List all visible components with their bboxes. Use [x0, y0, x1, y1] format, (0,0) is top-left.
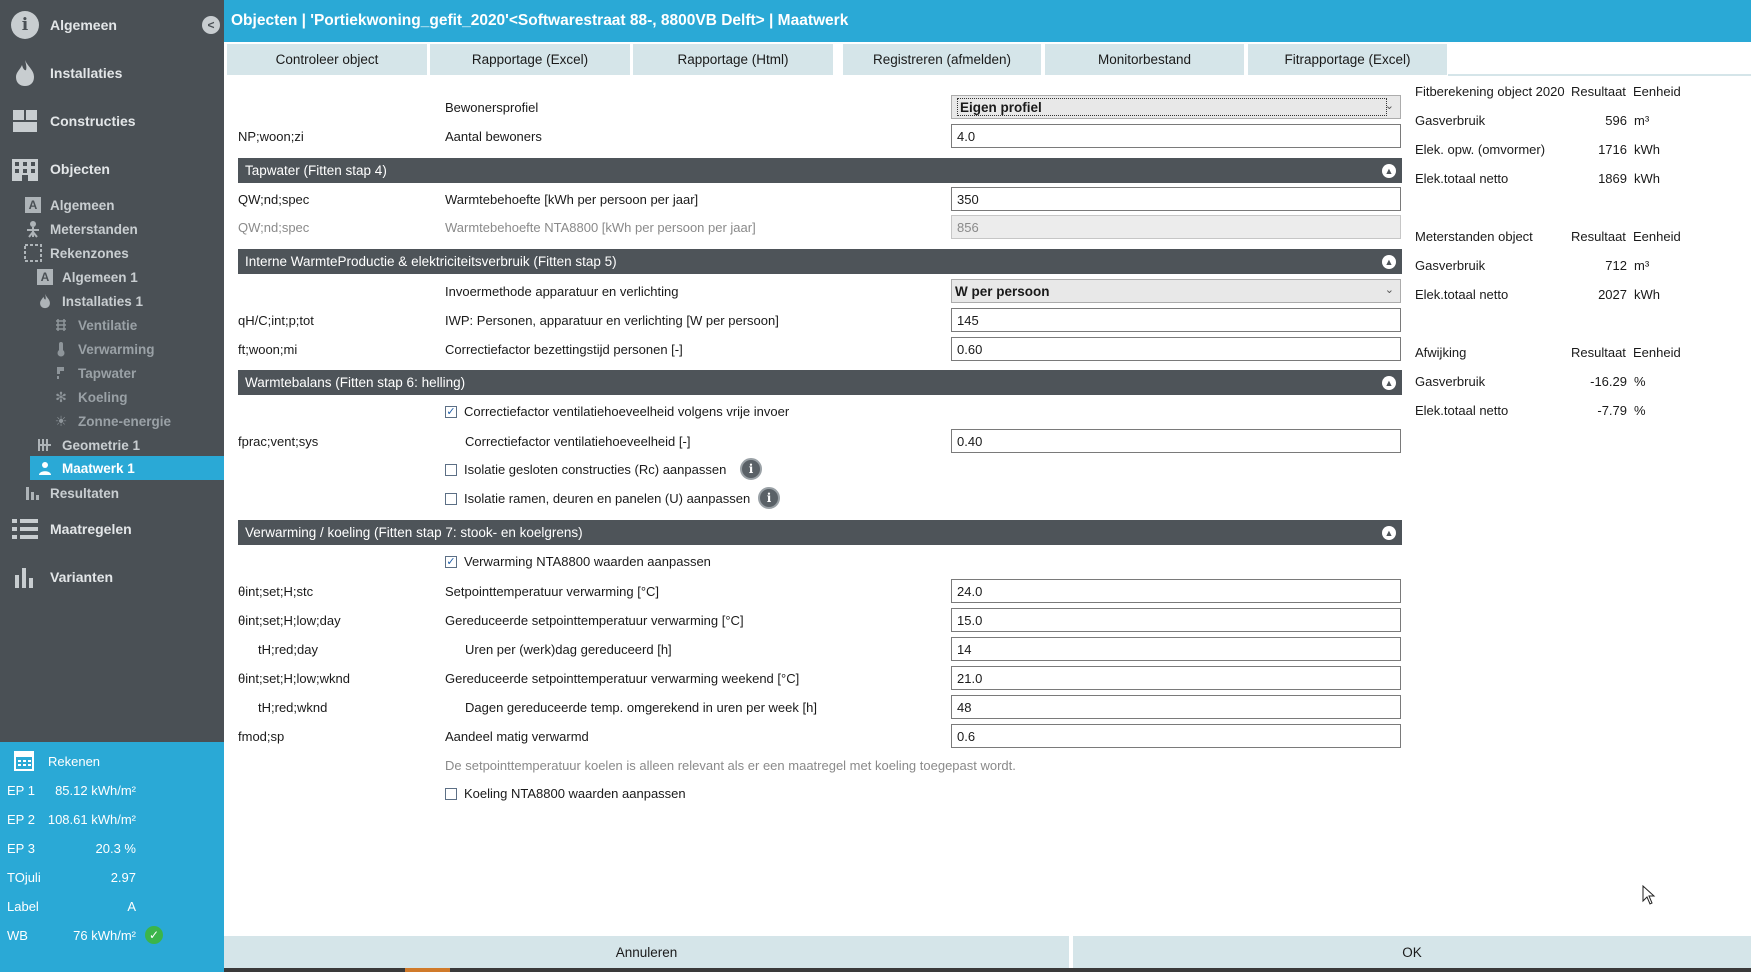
results-col-eenheid: Eenheid: [1633, 229, 1681, 244]
verwarming-nta-label: Verwarming NTA8800 waarden aanpassen: [464, 554, 711, 569]
aantal-bewoners-input[interactable]: 4.0: [951, 124, 1401, 148]
section-title: Interne WarmteProductie & elektriciteitsverbruik (Fitten stap 5): [245, 254, 617, 269]
letter-a-icon: A: [24, 196, 42, 214]
sidebar-item-rekenzones[interactable]: [24, 241, 224, 265]
gered-day-label: Gereduceerde setpointtemperatuur verwarming [°C]: [445, 613, 744, 628]
verwarming-nta-checkbox[interactable]: ✓: [446, 556, 456, 568]
sidebar-item-label: Maatregelen: [50, 521, 132, 537]
flame-icon: [36, 292, 54, 310]
iwp-input[interactable]: 145: [951, 308, 1401, 332]
sidebar-item-label: Varianten: [50, 569, 114, 585]
results-title: Meterstanden object: [1415, 229, 1533, 244]
rapportage-html-button[interactable]: Rapportage (Html): [633, 44, 833, 75]
sidebar-item-maatregelen[interactable]: [0, 507, 224, 551]
iwp-code: qH/C;int;p;tot: [238, 313, 314, 328]
bewonersprofiel-value: Eigen profiel: [957, 98, 1387, 116]
sidebar-item-label: Constructies: [50, 113, 136, 129]
correctiefactor-bezetting-input[interactable]: 0.60: [951, 337, 1401, 361]
results-label: Elek. opw. (omvormer): [1415, 142, 1546, 157]
results-title: Fitberekening object 2020: [1415, 84, 1565, 99]
ventilation-icon: [52, 316, 70, 334]
collapse-icon[interactable]: ▲: [1382, 164, 1396, 178]
setpoint-code: θint;set;H;stc: [238, 584, 314, 599]
koeling-note: De setpointtemperatuur koelen is alleen relevant als er een maatregel met koeling toegepast wordt.: [445, 758, 1016, 773]
gered-wknd-label: Gereduceerde setpointtemperatuur verwarming weekend [°C]: [445, 671, 800, 686]
results-value: 712: [1605, 258, 1627, 273]
isolatie-rc-label: Isolatie gesloten constructies (Rc) aanpassen: [464, 462, 727, 477]
toolbar-divider: [1448, 74, 1751, 76]
sidebar-item-ventilatie[interactable]: [52, 313, 224, 337]
info-icon[interactable]: i: [758, 487, 780, 509]
sidebar-item-installaties[interactable]: [0, 51, 224, 95]
chevron-down-icon: ⌄: [1384, 284, 1394, 296]
status-key: EP 3: [7, 840, 35, 856]
aandeel-label: Aandeel matig verwarmd: [445, 729, 589, 744]
annuleren-button[interactable]: Annuleren: [224, 936, 1069, 968]
corr-bez-code: ft;woon;mi: [238, 342, 298, 357]
results-title: Afwijking: [1415, 345, 1467, 360]
gered-wknd-code: θint;set;H;low;wknd: [238, 671, 350, 686]
section-title: Verwarming / koeling (Fitten stap 7: stook- en koelgrens): [245, 525, 583, 540]
results-value: 596: [1605, 113, 1627, 128]
fprac-code: fprac;vent;sys: [238, 434, 319, 449]
uren-day-code: tH;red;day: [258, 642, 318, 657]
rapportage-excel-button[interactable]: Rapportage (Excel): [430, 44, 630, 75]
sidebar-item-label: Meterstanden: [50, 221, 138, 237]
results-col-resultaat: Resultaat: [1571, 229, 1626, 244]
window-title: Objecten | 'Portiekwoning_gefit_2020'<Softwarestraat 88-, 8800VB Delft> | Maatwerk: [224, 0, 1751, 42]
results-col-resultaat: Resultaat: [1571, 345, 1626, 360]
rekenen-button[interactable]: [0, 750, 224, 772]
sidebar-item-objecten[interactable]: [0, 147, 224, 191]
status-value: 108.61 kWh/m²: [47, 811, 136, 827]
sun-icon: ☀: [54, 412, 68, 429]
sidebar-item-label: Installaties 1: [62, 293, 144, 309]
sidebar-item-label: Maatwerk 1: [62, 460, 135, 476]
sidebar-item-label: Koeling: [78, 389, 128, 405]
bar-chart-icon: [24, 484, 42, 502]
status-row: [0, 837, 224, 859]
monitorbestand-button[interactable]: Monitorbestand: [1045, 44, 1244, 75]
sidebar-item-algemeen-sub[interactable]: [24, 193, 224, 217]
sidebar-item-label: Geometrie 1: [62, 437, 141, 453]
sidebar-item-meterstanden[interactable]: [24, 217, 224, 241]
sidebar-item-label: Tapwater: [78, 365, 137, 381]
uren-gereduceerd-input[interactable]: 14: [951, 637, 1401, 661]
isolatie-rc-checkbox[interactable]: [445, 464, 457, 476]
status-value: 76 kWh/m²: [73, 927, 136, 943]
results-value: 2027: [1598, 287, 1627, 302]
collapse-sidebar-icon[interactable]: <: [202, 16, 220, 34]
list-icon: [10, 514, 40, 544]
section-tapwater[interactable]: [238, 158, 1402, 183]
letter-a-icon: A: [36, 268, 54, 286]
fprac-label: Correctiefactor ventilatiehoeveelheid [-]: [465, 434, 691, 449]
results-col-eenheid: Eenheid: [1633, 345, 1681, 360]
collapse-icon[interactable]: ▲: [1382, 526, 1396, 540]
aandeel-matig-input[interactable]: 0.6: [951, 724, 1401, 748]
results-col-eenheid: Eenheid: [1633, 84, 1681, 99]
results-value: 1716: [1598, 142, 1627, 157]
results-unit: kWh: [1634, 171, 1660, 186]
qw-code: QW;nd;spec: [238, 192, 310, 207]
sidebar-item-label: Verwarming: [78, 341, 155, 357]
chevron-down-icon: ⌄: [1384, 100, 1394, 112]
ventilatie-vrije-invoer-checkbox[interactable]: ✓: [446, 406, 456, 418]
taskbar-indicator: [405, 968, 450, 972]
taskbar-strip: [224, 968, 1751, 972]
rekenen-label: Rekenen: [48, 753, 101, 769]
qw-nta-code: QW;nd;spec: [238, 220, 310, 235]
results-label: Gasverbruik: [1415, 374, 1486, 389]
sidebar-item-label: Rekenzones: [50, 245, 129, 261]
sidebar-item-resultaten[interactable]: [24, 481, 224, 505]
dagen-wknd-code: tH;red;wknd: [258, 700, 328, 715]
dagen-gereduceerd-input[interactable]: 48: [951, 695, 1401, 719]
results-label: Elek.totaal netto: [1415, 171, 1509, 186]
results-label: Elek.totaal netto: [1415, 287, 1509, 302]
collapse-icon[interactable]: ▲: [1382, 376, 1396, 390]
results-unit: m³: [1634, 258, 1650, 273]
status-value: 85.12 kWh/m²: [55, 782, 136, 798]
bars-icon: [10, 562, 40, 592]
person-icon: [36, 459, 54, 477]
sidebar-item-label: Algemeen: [50, 197, 115, 213]
flame-icon: [10, 58, 40, 88]
qw-label: Warmtebehoefte [kWh per persoon per jaar]: [445, 192, 699, 207]
mouse-cursor-icon: [1642, 885, 1656, 910]
section-verwarming-koeling[interactable]: [238, 520, 1402, 545]
bewonersprofiel-label: Bewonersprofiel: [445, 100, 539, 115]
info-icon: i: [10, 10, 40, 40]
invoermethode-select[interactable]: [951, 279, 1401, 303]
thermometer-icon: [52, 340, 70, 358]
results-unit: kWh: [1634, 287, 1660, 302]
results-label: Elek.totaal netto: [1415, 403, 1509, 418]
status-value: 2.97: [110, 869, 136, 885]
sidebar-item-zonne-energie[interactable]: [52, 409, 224, 433]
status-key: WB: [7, 927, 28, 943]
ok-button[interactable]: OK: [1073, 936, 1751, 968]
geometry-icon: [36, 436, 54, 454]
checkmark-icon: ✓: [145, 926, 163, 944]
gereduceerde-weekend-input[interactable]: 21.0: [951, 666, 1401, 690]
results-label: Gasverbruik: [1415, 258, 1486, 273]
fitrapportage-excel-button[interactable]: Fitrapportage (Excel): [1248, 44, 1447, 75]
sidebar-item-label: Resultaten: [50, 485, 120, 501]
warmtebehoefte-input[interactable]: 350: [951, 187, 1401, 211]
setpoint-input[interactable]: 24.0: [951, 579, 1401, 603]
koeling-nta-label: Koeling NTA8800 waarden aanpassen: [464, 786, 686, 801]
sidebar-item-constructies[interactable]: [0, 99, 224, 143]
controleer-object-button[interactable]: Controleer object: [227, 44, 427, 75]
status-key: EP 2: [7, 811, 35, 827]
section-warmtebalans[interactable]: [238, 370, 1402, 395]
sidebar-item-installaties-1[interactable]: [36, 289, 224, 313]
info-icon[interactable]: i: [740, 458, 762, 480]
iwp-label: IWP: Personen, apparatuur en verlichting [W per persoon]: [445, 313, 779, 328]
koeling-nta-checkbox[interactable]: [445, 788, 457, 800]
sidebar-item-algemeen-1[interactable]: [36, 265, 224, 289]
status-row: [0, 808, 224, 830]
sidebar-item-label: Algemeen 1: [62, 269, 138, 285]
sidebar-item-maatwerk-1[interactable]: [30, 456, 224, 480]
registreren-button[interactable]: Registreren (afmelden): [843, 44, 1041, 75]
aantal-label: Aantal bewoners: [445, 129, 542, 144]
uren-day-label: Uren per (werk)dag gereduceerd [h]: [465, 642, 672, 657]
status-key: EP 1: [7, 782, 35, 798]
status-row: [0, 866, 224, 888]
sidebar-item-tapwater[interactable]: [52, 361, 224, 385]
ventilatie-vrije-invoer-label: Correctiefactor ventilatiehoeveelheid volgens vrije invoer: [464, 404, 790, 419]
results-value: -16.29: [1590, 374, 1627, 389]
collapse-icon[interactable]: ▲: [1382, 255, 1396, 269]
section-title: Warmtebalans (Fitten stap 6: helling): [245, 375, 466, 390]
sidebar-item-label: Ventilatie: [78, 317, 138, 333]
status-value: A: [127, 898, 136, 914]
status-panel: [0, 742, 224, 972]
results-unit: %: [1634, 374, 1646, 389]
bewonersprofiel-select[interactable]: [951, 95, 1401, 119]
sidebar-item-geometrie-1[interactable]: [36, 433, 224, 457]
status-key: TOjuli: [7, 869, 41, 885]
results-value: 1869: [1598, 171, 1627, 186]
dagen-wknd-label: Dagen gereduceerde temp. omgerekend in uren per week [h]: [465, 700, 817, 715]
sidebar-item-label: Zonne-energie: [78, 413, 172, 429]
calculator-icon: [14, 751, 34, 774]
correctiefactor-ventilatie-input[interactable]: 0.40: [951, 429, 1401, 453]
sidebar-item-label: Algemeen: [50, 17, 117, 33]
section-title: Tapwater (Fitten stap 4): [245, 163, 387, 178]
results-unit: m³: [1634, 113, 1650, 128]
results-unit: kWh: [1634, 142, 1660, 157]
results-col-resultaat: Resultaat: [1571, 84, 1626, 99]
isolatie-u-label: Isolatie ramen, deuren en panelen (U) aanpassen: [464, 491, 751, 506]
status-row: [0, 895, 224, 917]
invoermethode-label: Invoermethode apparatuur en verlichting: [445, 284, 679, 299]
sidebar-item-label: Installaties: [50, 65, 123, 81]
status-row: [0, 779, 224, 801]
sidebar-item-algemeen[interactable]: [0, 3, 224, 47]
zones-icon: [24, 244, 42, 262]
tap-icon: [52, 364, 70, 382]
status-row: [0, 924, 224, 946]
sidebar-item-label: Objecten: [50, 161, 110, 177]
status-value: 20.3 %: [95, 840, 136, 856]
qw-nta-label: Warmtebehoefte NTA8800 [kWh per persoon per jaar]: [445, 220, 756, 235]
results-unit: %: [1634, 403, 1646, 418]
meter-icon: [24, 220, 42, 238]
aandeel-code: fmod;sp: [238, 729, 285, 744]
gereduceerde-setpoint-input[interactable]: 15.0: [951, 608, 1401, 632]
sidebar-item-varianten[interactable]: [0, 555, 224, 599]
results-label: Gasverbruik: [1415, 113, 1486, 128]
setpoint-label: Setpointtemperatuur verwarming [°C]: [445, 584, 660, 599]
blocks-icon: [10, 106, 40, 136]
gered-day-code: θint;set;H;low;day: [238, 613, 341, 628]
snowflake-icon: ✻: [55, 388, 67, 405]
aantal-code: NP;woon;zi: [238, 129, 304, 144]
isolatie-u-checkbox[interactable]: [445, 493, 457, 505]
sidebar-item-verwarming[interactable]: [52, 337, 224, 361]
invoermethode-value: W per persoon: [955, 283, 1050, 299]
corr-bez-label: Correctiefactor bezettingstijd personen [-]: [445, 342, 683, 357]
building-icon: [10, 154, 40, 184]
results-value: -7.79: [1597, 403, 1627, 418]
section-iwp[interactable]: [238, 249, 1402, 274]
warmtebehoefte-nta-input: 856: [951, 215, 1401, 239]
status-key: Label: [7, 898, 39, 914]
sidebar-item-koeling[interactable]: [52, 385, 224, 409]
